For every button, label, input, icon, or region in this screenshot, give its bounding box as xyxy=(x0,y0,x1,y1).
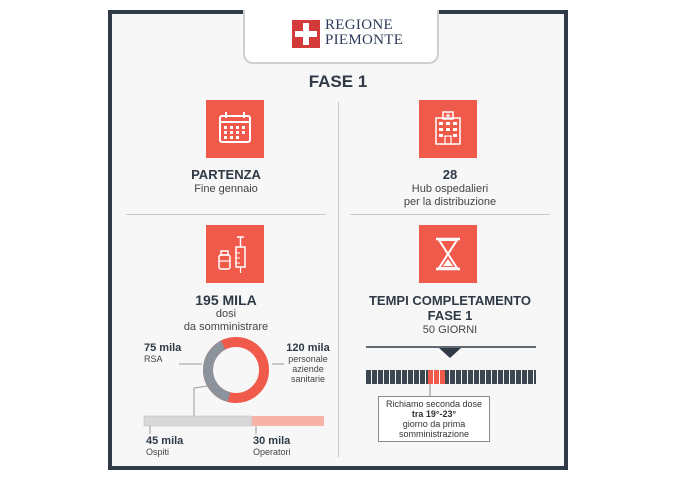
richiamo-tooltip xyxy=(378,396,490,442)
personale-label-3: sanitarie xyxy=(290,374,326,384)
timeline-arrow xyxy=(439,348,461,358)
partenza-sub: Fine gennaio xyxy=(194,183,258,195)
personale-value: 120 mila xyxy=(286,342,330,354)
ospiti-label: Ospiti xyxy=(146,447,170,457)
tempi-title-2: FASE 1 xyxy=(427,308,473,323)
hub-sub-1: Hub ospedalieri xyxy=(411,183,489,195)
rsa-value: 75 mila xyxy=(144,342,182,354)
personale-label-2: aziende xyxy=(292,364,324,374)
logo-line-1: REGIONE xyxy=(325,17,393,33)
timeline-bar xyxy=(366,370,536,384)
tooltip-pointer xyxy=(420,384,440,396)
timeline-marker xyxy=(366,344,536,366)
operatori-label: Operatori xyxy=(253,447,291,457)
hub-count: 28 xyxy=(442,167,458,182)
hourglass-icon xyxy=(419,225,477,283)
tooltip-line-1: Richiamo seconda dose xyxy=(385,399,483,409)
tooltip-line-3: giorno da prima xyxy=(402,419,466,429)
vaccine-icon xyxy=(206,225,264,283)
rsa-to-bar-connector xyxy=(160,386,208,420)
tooltip-line-4: somministrazione xyxy=(398,429,470,439)
logo-text xyxy=(325,18,403,48)
tooltip-line-2: tra 19°-23° xyxy=(411,409,457,419)
personale-label-1: personale xyxy=(288,354,328,364)
partenza-title: PARTENZA xyxy=(191,167,261,182)
dosi-sub-1: dosi xyxy=(215,308,237,320)
hub-sub-2: per la distribuzione xyxy=(403,196,497,208)
page-title: FASE 1 xyxy=(308,72,368,91)
dosi-total: 195 MILA xyxy=(195,292,257,308)
ospiti-value: 45 mila xyxy=(146,435,184,447)
logo-header xyxy=(243,10,439,64)
hospital-icon xyxy=(419,100,477,158)
horizontal-divider-right xyxy=(350,214,550,215)
tempi-duration: 50 GIORNI xyxy=(422,324,478,336)
rsa-label: RSA xyxy=(144,354,163,364)
horizontal-divider-left xyxy=(126,214,326,215)
timeline-highlight xyxy=(428,370,445,384)
regione-piemonte-logo-icon xyxy=(292,20,320,48)
dosi-sub-2: da somministrare xyxy=(183,321,269,333)
bar-operatori-segment xyxy=(252,416,324,426)
vertical-divider xyxy=(338,102,339,457)
infographic-frame xyxy=(108,10,568,470)
logo-line-2: PIEMONTE xyxy=(325,32,404,48)
bar-ospiti-segment xyxy=(144,416,252,426)
ring-rsa-segment xyxy=(208,345,229,397)
calendar-icon xyxy=(206,100,264,158)
tempi-title-1: TEMPI COMPLETAMENTO xyxy=(368,293,532,308)
operatori-value: 30 mila xyxy=(253,435,291,447)
